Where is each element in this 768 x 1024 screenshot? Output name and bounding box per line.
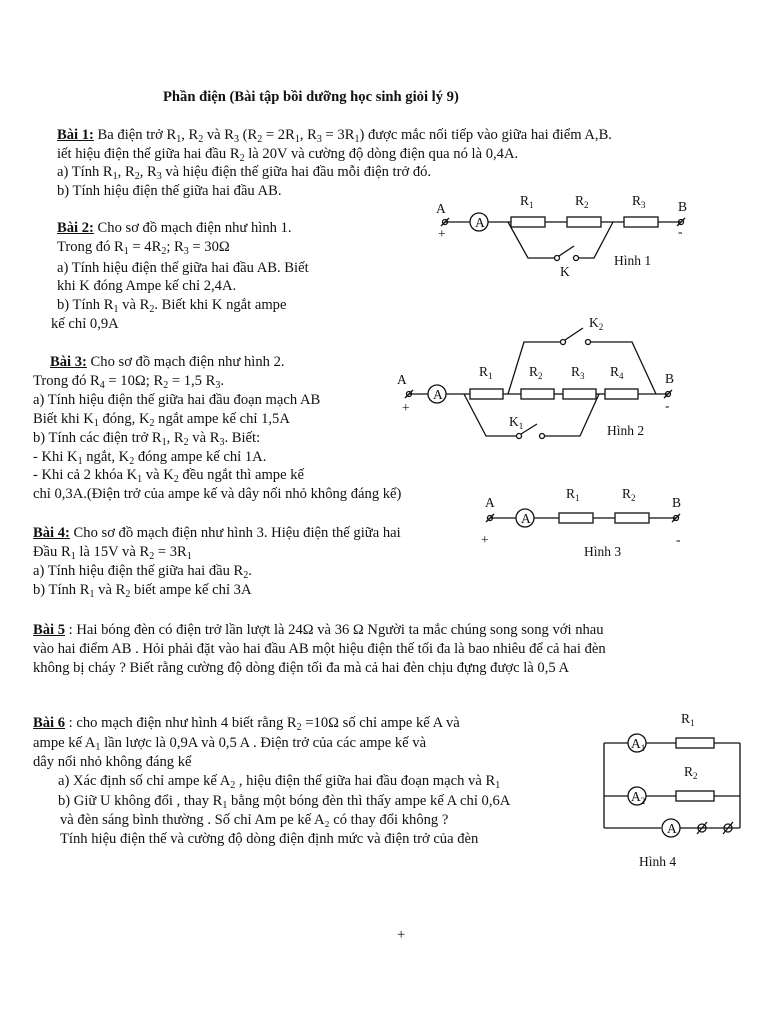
fig2-label-r3: $R_3$ <box>571 364 585 381</box>
subscript: 3 <box>234 134 240 145</box>
text-run: = 3R <box>321 127 355 143</box>
subscript: 1 <box>294 134 300 145</box>
fig4-resistor-r1 <box>676 738 714 748</box>
text-run: ngắt, K <box>82 449 130 465</box>
text-run: a) Tính hiệu điện thế giữa hai đầu R <box>33 563 244 579</box>
text-run: = 10Ω; R <box>104 373 164 389</box>
subscript: 1 <box>70 551 76 562</box>
text-run: đóng, K <box>98 411 150 427</box>
fig2-switch-contact <box>561 340 566 345</box>
text-run: và R <box>203 127 235 143</box>
subscript: 2 <box>163 380 169 391</box>
text-run: (R <box>239 127 258 143</box>
subscript: 1 <box>123 246 129 257</box>
bai3-line3: a) Tính hiệu điện thế giữa hai đầu đoạn mạch AB <box>33 392 321 408</box>
fig2-label-r2: $R_2$ <box>529 364 543 381</box>
text-run: iết hiệu điện thế giữa hai đầu R <box>57 146 240 162</box>
fig2-resistor-r2 <box>521 389 554 399</box>
bai1-line4: b) Tính hiệu điện thế giữa hai đầu AB. <box>57 183 282 199</box>
figure-2-circuit <box>405 328 675 439</box>
fig1-label-r1: $R_1$ <box>520 193 534 210</box>
bai3-line8: chỉ 0,3A.(Điện trở của ampe kế và dây nối nhỏ không đáng kể) <box>33 486 402 502</box>
subscript: 1 <box>176 134 182 145</box>
subscript: 1 <box>186 551 192 562</box>
subscript: 2 <box>239 153 245 164</box>
subscript: 1 <box>112 171 118 182</box>
subscript: 2 <box>243 570 249 581</box>
fig4-ammeter-a2-label: $A_2$ <box>631 789 646 806</box>
fig2-label-k2: $K_2$ <box>589 315 604 332</box>
text-run: đều ngắt thì ampe kế <box>178 467 305 483</box>
fig2-caption: Hình 2 <box>607 423 645 438</box>
text-run: . <box>248 563 252 579</box>
bai5-line2: vào hai điểm AB . Hỏi phải đặt vào hai đầu AB một hiệu điện thế tối đa là bao nhiêu để cả hai đèn <box>33 641 606 657</box>
text-run: bằng một bóng đèn thì thấy ampe kế A chỉ 0,6A <box>227 793 511 809</box>
text-run: b) Tính R <box>33 582 90 598</box>
text-run: = 1,5 R <box>168 373 216 389</box>
text-run: . <box>220 373 224 389</box>
text-run: và hiệu điện thế giữa hai đầu mỗi điện trở đó. <box>161 164 432 180</box>
subscript: 2 <box>161 246 167 257</box>
bai2-label: Bài 2: <box>57 220 94 236</box>
fig4-label-r1: $R_1$ <box>681 711 695 728</box>
subscript: 2 <box>198 134 204 145</box>
text-run: ngắt ampe kế chỉ 1,5A <box>154 411 290 427</box>
bai6-line6: và đèn sáng bình thường . Số chỉ Am pe kế A₂ có thay đổi không ? <box>60 812 449 828</box>
text-run: b) Tính các điện trở R <box>33 430 162 446</box>
subscript: 1 <box>161 437 167 448</box>
text-run: = 2R <box>262 127 295 143</box>
fig2-label-b: B <box>665 371 675 386</box>
page-footer-mark: + <box>397 927 406 943</box>
subscript: 2 <box>183 437 189 448</box>
text-run: = 4R <box>128 239 162 255</box>
text-run: , R <box>181 127 199 143</box>
subscript: 1 <box>222 800 228 811</box>
text-run: - Khi cả 2 khóa K <box>33 467 138 483</box>
fig1-resistor-r2 <box>567 217 601 227</box>
fig2-ammeter-label: A <box>433 387 443 402</box>
bai5-line3: không bị cháy ? Biết rằng cường độ dòng điện tối đa mà cả hai đèn chịu đựng được là 0,5 A <box>33 660 570 676</box>
text-run: biết ampe kế chỉ 3A <box>130 582 252 598</box>
subscript: 2 <box>149 551 155 562</box>
fig3-label-plus: + <box>481 532 489 547</box>
text-run: , R <box>117 164 135 180</box>
subscript: 1 <box>93 418 99 429</box>
text-run: , R <box>299 127 317 143</box>
bai2-line6: kế chỉ 0,9A <box>51 316 119 332</box>
fig3-label-a: A <box>485 495 495 510</box>
fig1-label-a: A <box>436 201 446 216</box>
text-run: Ba điện trở R <box>93 127 177 143</box>
subscript: 1 <box>95 742 101 753</box>
bai4-line1: Bài 4: Cho sơ đồ mạch điện như hình 3. Hiệu điện thế giữa hai <box>33 525 401 541</box>
subscript: 2 <box>173 474 179 485</box>
bai3-label: Bài 3: <box>50 354 87 370</box>
fig3-caption: Hình 3 <box>584 544 622 559</box>
text-run: b) Tính R <box>57 297 114 313</box>
fig2-switch-contact <box>586 340 591 345</box>
fig3-resistor-r2 <box>615 513 649 523</box>
fig3-label-r1: $R_1$ <box>566 486 580 503</box>
text-run: . Biết: <box>224 430 261 446</box>
bai2-line3: a) Tính hiệu điện thế giữa hai đầu AB. Biết <box>57 260 309 276</box>
subscript: 1 <box>77 456 83 467</box>
subscript: 2 <box>296 722 302 733</box>
fig1-label-r2: $R_2$ <box>575 193 589 210</box>
bai3-line1: Bài 3: Cho sơ đồ mạch điện như hình 2. <box>50 354 285 370</box>
text-run: =10Ω số chỉ ampe kế A và <box>301 715 460 731</box>
bai6-label: Bài 6 <box>33 715 66 731</box>
subscript: 1 <box>113 304 119 315</box>
subscript: 3 <box>215 380 221 391</box>
bai6-line7: Tính hiệu điện thế và cường độ dòng điện định mức và điện trở của đèn <box>60 831 479 847</box>
fig3-label-r2: $R_2$ <box>622 486 636 503</box>
text-run: Trong đó R <box>57 239 124 255</box>
fig1-label-r3: $R_3$ <box>632 193 646 210</box>
text-run: , R <box>139 164 157 180</box>
subscript: 4 <box>99 380 105 391</box>
subscript: 1 <box>137 474 143 485</box>
text-run: Biết khi K <box>33 411 94 427</box>
bai4-label: Bài 4: <box>33 525 70 541</box>
text-run: . Biết khi K ngắt ampe <box>154 297 287 313</box>
fig1-resistor-r3 <box>624 217 658 227</box>
fig2-switch-k1 <box>521 424 537 434</box>
text-run: ; R <box>166 239 184 255</box>
text-run: b) Giữ U không đổi , thay R <box>58 793 223 809</box>
fig2-resistor-r3 <box>563 389 596 399</box>
text-run: đóng ampe kế chỉ 1A. <box>134 449 267 465</box>
fig2-k1-branch <box>545 394 599 436</box>
text-run: - Khi K <box>33 449 78 465</box>
text-run: , R <box>166 430 184 446</box>
figure-3-circuit <box>486 509 680 527</box>
fig2-label-k1: $K_1$ <box>509 414 524 431</box>
text-run: là 15V và R <box>75 544 150 560</box>
fig4-ammeter-a1-label: $A_1$ <box>631 736 646 753</box>
text-run: ampe kế A <box>33 735 96 751</box>
bai5-line1: Bài 5 : Hai bóng đèn có điện trở lần lượt là 24Ω và 36 Ω Người ta mắc chúng song song với nhau <box>33 622 604 638</box>
fig4-resistor-r2 <box>676 791 714 801</box>
fig1-switch-contact <box>555 256 560 261</box>
fig2-label-r4: $R_4$ <box>610 364 624 381</box>
fig2-label-minus: - <box>665 398 670 413</box>
bai6-line3: dây nối nhỏ không đáng kể <box>33 754 192 770</box>
subscript: 2 <box>230 780 236 791</box>
fig2-label-r1: $R_1$ <box>479 364 493 381</box>
fig4-ammeter-a-label: A <box>667 821 677 836</box>
subscript: 1 <box>354 134 360 145</box>
fig1-ammeter-label: A <box>475 215 485 230</box>
bai5-label: Bài 5 <box>33 622 66 638</box>
fig1-label-plus: + <box>438 226 446 241</box>
bai2-line1: Bài 2: Cho sơ đồ mạch điện như hình 1. <box>57 220 292 236</box>
fig1-switch-k <box>559 246 574 256</box>
fig4-caption: Hình 4 <box>639 854 677 869</box>
text-run: Đầu R <box>33 544 71 560</box>
subscript: 2 <box>149 304 155 315</box>
fig1-label-k: K <box>560 264 570 279</box>
bai1-label: Bài 1: <box>57 127 94 143</box>
fig2-switch-k2 <box>565 328 583 340</box>
text-run: a) Tính R <box>57 164 113 180</box>
text-run: = 30Ω <box>188 239 230 255</box>
fig1-caption: Hình 1 <box>614 253 652 268</box>
subscript: 3 <box>183 246 189 257</box>
text-run: a) Xác định số chỉ ampe kế A <box>58 773 231 789</box>
fig1-label-b: B <box>678 199 688 214</box>
fig1-switch-contact <box>574 256 579 261</box>
fig3-resistor-r1 <box>559 513 593 523</box>
fig2-resistor-r1 <box>470 389 503 399</box>
subscript: 2 <box>129 456 135 467</box>
text-run: và R <box>118 297 150 313</box>
subscript: 1 <box>89 589 95 600</box>
text-run: = 3R <box>154 544 187 560</box>
text-run: và R <box>188 430 220 446</box>
subscript: 3 <box>316 134 322 145</box>
text-run: lần lược là 0,9A và 0,5 A . Điện trở của các ampe kế và <box>100 735 427 751</box>
figure-1-labels <box>436 193 687 279</box>
text-run: , hiệu điện thế giữa hai đầu đoạn mạch và R <box>235 773 496 789</box>
subscript: 2 <box>125 589 131 600</box>
page-title: Phần điện (Bài tập bồi dưỡng học sinh giỏi lý 9) <box>163 89 459 105</box>
fig2-label-a: A <box>397 372 407 387</box>
fig3-ammeter-label: A <box>521 511 531 526</box>
subscript: 2 <box>134 171 140 182</box>
fig2-switch-contact <box>540 434 545 439</box>
fig3-label-b: B <box>672 495 682 510</box>
subscript: 3 <box>156 171 162 182</box>
fig2-resistor-r4 <box>605 389 638 399</box>
text-run: : cho mạch điện như hình 4 biết rằng R <box>65 715 297 731</box>
subscript: 1 <box>495 780 501 791</box>
text-run: và R <box>94 582 126 598</box>
fig2-k2-branch <box>591 342 656 394</box>
subscript: 2 <box>149 418 155 429</box>
fig1-resistor-r1 <box>511 217 545 227</box>
fig1-label-minus: - <box>678 224 683 239</box>
fig2-switch-contact <box>517 434 522 439</box>
figure-2-labels <box>397 315 674 438</box>
bai2-line4: khi K đóng Ampe kế chỉ 2,4A. <box>57 278 237 294</box>
text-run: ) được mắc nối tiếp vào giữa hai điểm A,B. <box>359 127 612 143</box>
fig2-label-plus: + <box>402 400 410 415</box>
text-run: là 20V và cường độ dòng điện qua nó là 0,4A. <box>244 146 519 162</box>
subscript: 3 <box>219 437 225 448</box>
subscript: 2 <box>257 134 263 145</box>
text-run: và K <box>142 467 174 483</box>
text-run: Trong đó R <box>33 373 100 389</box>
fig4-label-r2: $R_2$ <box>684 764 698 781</box>
fig3-label-minus: - <box>676 532 681 547</box>
